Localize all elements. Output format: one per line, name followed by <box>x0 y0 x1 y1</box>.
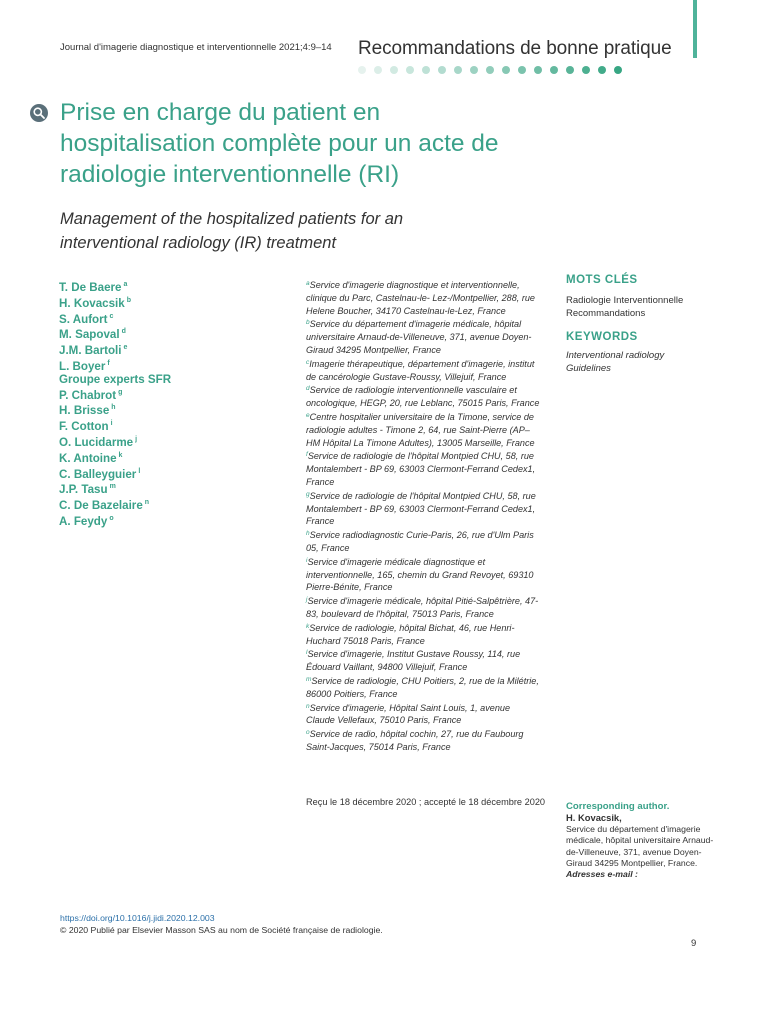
affiliation-marker: e <box>306 411 310 419</box>
decorative-dot <box>518 66 526 74</box>
decorative-dot <box>502 66 510 74</box>
author-item <box>59 418 171 434</box>
affiliation-item <box>306 647 541 674</box>
author-name: H. Kovacsik <box>59 296 125 310</box>
affiliation-item <box>306 555 541 594</box>
author-item <box>59 374 171 387</box>
decorative-dot <box>470 66 478 74</box>
author-name: C. Balleyguier <box>59 467 137 481</box>
affiliation-text: Service d'imagerie médicale, hôpital Pitié-Salpêtrière, 47-83, boulevard de l'hôpital, 75013 Paris, France <box>306 596 539 619</box>
author-item <box>59 434 171 450</box>
affiliation-marker: i <box>306 556 308 564</box>
author-item <box>59 279 171 295</box>
affiliation-list <box>306 278 541 754</box>
affiliation-text: Imagerie thérapeutique, département d'imagerie, institut de cancérologie Gustave-Roussy, Villejuif, France <box>306 358 535 382</box>
decorative-dot <box>390 66 398 74</box>
author-name: J.P. Tasu <box>59 483 108 497</box>
decorative-dot-row <box>358 66 622 74</box>
author-item <box>59 402 171 418</box>
affiliation-text: Service d'imagerie, Hôpital Saint Louis, 1, avenue Claude Vellefaux, 75010 Paris, France <box>306 702 511 726</box>
affiliation-marker: g <box>306 490 310 498</box>
affiliation-marker: c <box>306 358 310 366</box>
author-affiliation-marker: g <box>118 388 123 396</box>
affiliation-text: Service de radiologie de l'hôpital Montpied CHU, 58, rue Montalembert - BP 69, 63003 Clermont-Ferrand Cedex1, France <box>306 490 536 527</box>
author-name: Groupe experts SFR <box>59 372 172 386</box>
author-affiliation-marker: l <box>138 467 141 475</box>
affiliation-marker: f <box>306 451 308 459</box>
author-item <box>59 497 171 513</box>
journal-reference: Journal d'imagerie diagnostique et interventionnelle 2021;4:9–14 <box>60 42 332 53</box>
affiliation-marker: d <box>306 385 310 393</box>
affiliation-marker: b <box>306 319 310 327</box>
affiliation-text: Service d'imagerie diagnostique et interventionnelle, clinique du Parc, Castelnau-le- Lez-/Montpellier, 288, rue Helene Boucher, 34170 Castelnau-le-Lez, France <box>306 280 535 316</box>
decorative-dot <box>358 66 366 74</box>
doi-link[interactable]: https://doi.org/10.1016/j.jidi.2020.12.003 <box>60 913 215 923</box>
decorative-dot <box>582 66 590 74</box>
received-accepted-dates: Reçu le 18 décembre 2020 ; accepté le 18 décembre 2020 <box>306 797 546 807</box>
header-accent-bar <box>693 0 697 58</box>
author-item <box>59 342 171 358</box>
decorative-dot <box>374 66 382 74</box>
decorative-dot <box>614 66 622 74</box>
author-name: F. Cotton <box>59 420 109 434</box>
decorative-dot <box>454 66 462 74</box>
copyright-notice: © 2020 Publié par Elsevier Masson SAS au nom de Société française de radiologie. <box>60 925 383 935</box>
keywords-item: Interventional radiology <box>566 350 665 361</box>
author-name: L. Boyer <box>59 359 106 373</box>
search-icon <box>30 104 48 122</box>
author-affiliation-marker: o <box>109 514 114 522</box>
affiliation-text: Service de radiologie, CHU Poitiers, 2, rue de la Milétrie, 86000 Poitiers, France <box>306 675 539 699</box>
author-affiliation-marker: i <box>110 420 113 428</box>
affiliation-item <box>306 410 541 449</box>
mots-cles-item: Radiologie Interventionnelle <box>566 295 684 306</box>
author-affiliation-marker: e <box>123 344 128 352</box>
affiliation-item <box>306 383 541 410</box>
author-item <box>59 450 171 466</box>
affiliation-marker: m <box>306 675 312 683</box>
author-name: H. Brisse <box>59 404 110 418</box>
affiliation-item <box>306 674 541 701</box>
affiliation-text: Service de radiologie, hôpital Bichat, 46, rue Henri-Huchard 75018 Paris, France <box>306 622 515 646</box>
decorative-dot <box>406 66 414 74</box>
affiliation-text: Service du département d'imagerie médicale, hôpital universitaire Arnaud-de-Villeneuve, 371, avenue Doyen-Giraud 34295 Montpellier, France <box>306 319 532 355</box>
affiliation-item <box>306 727 541 754</box>
decorative-dot <box>566 66 574 74</box>
affiliation-item <box>306 317 541 356</box>
affiliation-text: Centre hospitalier universitaire de la Timone, service de radiologie adultes - Timone 2, 64, rue Saint-Pierre (AP–HM Hôpital La Timone Adultes), 13005 Marseille, France <box>306 411 535 448</box>
affiliation-text: Service de radiologie interventionnelle vasculaire et oncologique, HEGP, 20, rue Leblanc, 75015 Paris, France <box>306 385 540 409</box>
decorative-dot <box>550 66 558 74</box>
decorative-dot <box>486 66 494 74</box>
author-affiliation-marker: b <box>126 296 132 304</box>
author-item <box>59 481 171 497</box>
article-subtitle: Management of the hospitalized patients for an interventional radiology (IR) treatment <box>60 210 404 252</box>
corresponding-author-heading: Corresponding author. <box>566 801 670 812</box>
mots-cles-heading: MOTS CLÉS <box>566 274 638 286</box>
affiliation-marker: h <box>306 530 310 538</box>
keywords-item: Guidelines <box>566 363 611 374</box>
author-name: M. Sapoval <box>59 328 120 342</box>
corresponding-author-address: Service du département d'imagerie médicale, hôpital universitaire Arnaud-de-Villeneuve, 371, avenue Doyen-Giraud 34295 Montpellier, France. <box>566 823 714 869</box>
affiliation-marker: n <box>306 702 310 710</box>
corresponding-author-name: H. Kovacsik, <box>566 812 622 824</box>
article-title: Prise en charge du patient en hospitalisation complète pour un acte de radiologie interventionnelle (RI) <box>60 99 499 188</box>
affiliation-marker: j <box>306 596 308 604</box>
page-number: 9 <box>691 938 697 949</box>
corresponding-author-email-label: Adresses e-mail : <box>566 869 638 880</box>
author-affiliation-marker: c <box>109 312 114 320</box>
affiliation-item <box>306 594 541 621</box>
keywords-heading: KEYWORDS <box>566 331 638 343</box>
affiliation-text: Service de radiologie de l'hôpital Montpied CHU, 58, rue Montalembert - BP 69, 63003 Clermont-Ferrand Cedex1, France <box>306 451 536 487</box>
affiliation-text: Service d'imagerie, Institut Gustave Roussy, 114, rue Édouard Vaillant, 94800 Villejuif, France <box>306 649 521 673</box>
author-affiliation-marker: m <box>109 483 116 491</box>
author-name: O. Lucidarme <box>59 435 134 449</box>
affiliation-text: Service de radio, hôpital cochin, 27, rue du Faubourg Saint-Jacques, 75014 Paris, France <box>306 729 524 752</box>
affiliation-text: Service d'imagerie médicale diagnostique et interventionnelle, 165, chemin du Grand Revoyet, 69310 Pierre-Bénite, France <box>306 556 534 593</box>
author-name: K. Antoine <box>59 451 117 465</box>
decorative-dot <box>438 66 446 74</box>
keywords-block <box>566 331 664 375</box>
decorative-dot <box>422 66 430 74</box>
affiliation-item <box>306 489 541 528</box>
author-item <box>59 387 171 403</box>
author-affiliation-marker: f <box>107 359 110 367</box>
affiliation-marker: o <box>306 729 310 737</box>
author-name: S. Aufort <box>59 312 108 326</box>
author-affiliation-marker: d <box>121 328 126 336</box>
author-affiliation-marker: k <box>118 451 123 459</box>
affiliation-item <box>306 621 541 648</box>
affiliation-marker: k <box>306 622 310 630</box>
author-name: A. Feydy <box>59 514 108 528</box>
affiliation-item <box>306 449 541 488</box>
author-item <box>59 358 171 374</box>
author-name: T. De Baere <box>59 281 122 294</box>
author-item <box>59 513 171 529</box>
mots-cles-item: Recommandations <box>566 308 646 319</box>
author-item <box>59 295 171 311</box>
mots-cles-block <box>566 274 683 320</box>
author-name: C. De Bazelaire <box>59 499 143 513</box>
author-affiliation-marker: a <box>123 281 128 288</box>
affiliation-item <box>306 357 541 384</box>
affiliation-marker: a <box>306 280 310 287</box>
affiliation-item <box>306 701 541 728</box>
affiliation-item <box>306 528 541 555</box>
author-affiliation-marker: j <box>135 435 138 443</box>
affiliation-marker: l <box>306 649 308 657</box>
author-name: J.M. Bartoli <box>59 344 122 358</box>
author-item <box>59 466 171 482</box>
author-affiliation-marker: h <box>111 404 116 412</box>
author-item <box>59 311 171 327</box>
decorative-dot <box>534 66 542 74</box>
corresponding-author-block <box>566 801 716 881</box>
affiliation-text: Service radiodiagnostic Curie-Paris, 26, rue d'Ulm Paris 05, France <box>306 530 534 553</box>
author-name: P. Chabrot <box>59 388 117 402</box>
decorative-dot <box>598 66 606 74</box>
affiliation-item <box>306 278 541 317</box>
section-title: Recommandations de bonne pratique <box>358 38 672 59</box>
author-item <box>59 326 171 342</box>
author-list <box>59 279 171 529</box>
author-affiliation-marker: n <box>144 499 150 507</box>
